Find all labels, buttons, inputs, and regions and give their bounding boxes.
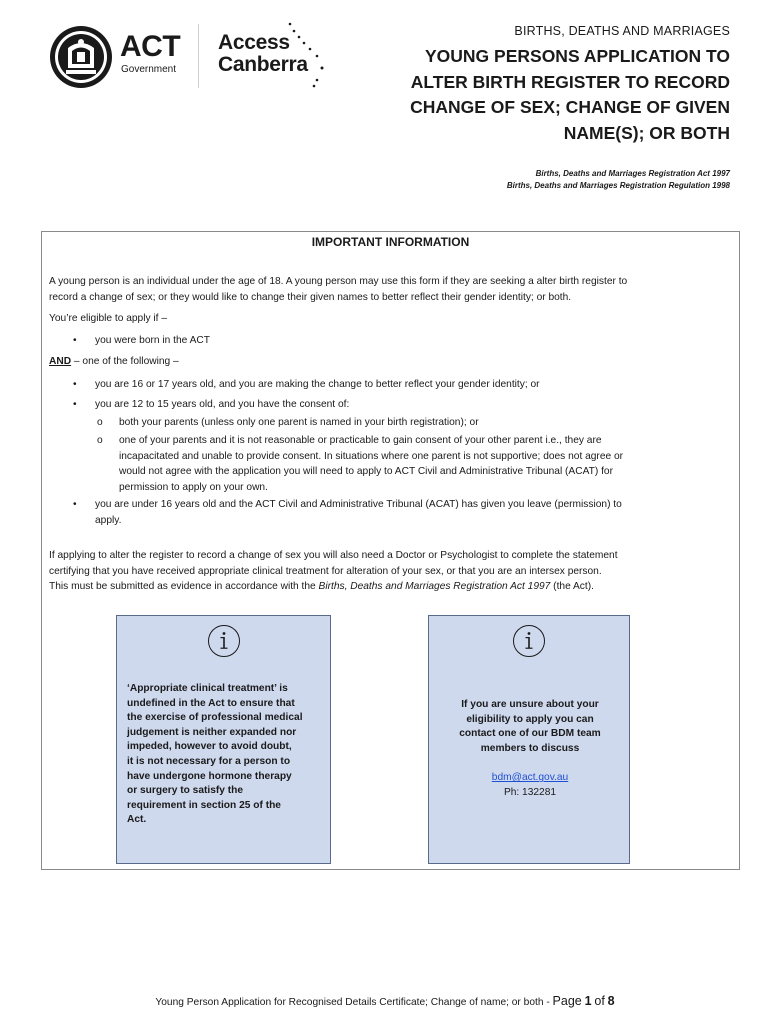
form-title [370, 44, 730, 146]
page-footer [0, 994, 770, 1008]
evidence-pre: This must be submitted as evidence in accordance with the [49, 581, 319, 592]
sub-text-line: one of your parents and it is not reasonable or practicable to gain consent of your other parent i.e., they are [119, 435, 602, 446]
footer-page-word: Page [552, 994, 582, 1008]
callout-line: undefined in the Act to ensure that [127, 697, 295, 709]
sex-change-line: If applying to alter the register to record a change of sex you will also need a Doctor or Psychologist to complete the statement [49, 550, 618, 561]
callout-line: it is not necessary for a person to [127, 755, 291, 767]
sub-text-line: permission to apply on your own. [119, 481, 268, 493]
bullet-age-12-15 [73, 397, 715, 413]
sub-both-parents [97, 415, 719, 431]
callout-line: or surgery to satisfy the [127, 785, 244, 797]
bullet-dot: • [73, 379, 77, 390]
bullet-age-16-17 [73, 377, 715, 393]
and-line [49, 354, 734, 370]
footer-of-word: of [594, 994, 605, 1008]
sub-text: both your parents (unless only one parent is named in your birth registration); or [119, 417, 479, 428]
intro-line: A young person is an individual under the age of 18. A young person may use this form if they are seeking a alter birth register to [49, 276, 628, 287]
sub-one-parent [97, 433, 719, 495]
sex-change-line: certifying that you have received appropriate clinical treatment for alteration of your sex, or that you are an intersex person. [49, 565, 602, 577]
bullet-dot: • [73, 335, 77, 346]
document-header [370, 24, 730, 146]
sex-change-paragraph [49, 548, 734, 595]
callout-line: impeded, however to avoid doubt, [127, 741, 292, 753]
and-rest: – one of the following – [71, 356, 179, 367]
evidence-post: (the Act). [550, 581, 594, 592]
callout-line: contact one of our BDM team [459, 728, 601, 740]
bullet-dot: • [73, 399, 77, 410]
form-title-line: NAME(S); OR BOTH [563, 122, 730, 143]
callout-line: If you are unsure about your [461, 699, 599, 710]
footer-page-number: 1 [584, 994, 592, 1008]
sub-text-line: incapacitated and unable to provide consent. In situations where one parent is not supportive; does not agree or [119, 450, 624, 462]
bullet-dot: • [73, 499, 77, 510]
footer-page-total: 8 [607, 994, 615, 1008]
intro-line: record a change of sex; or they would like to change their given names to better reflect their gender identity; or both. [49, 291, 572, 303]
bullet-text-line: you are under 16 years old and the ACT Civil and Administrative Tribunal (ACAT) has given you leave (permission) to [95, 499, 622, 510]
sub-bullet-circle: o [97, 417, 103, 428]
footer-text: Young Person Application for Recognised Details Certificate; Change of name; or both - [155, 997, 553, 1008]
important-information-box [41, 231, 740, 870]
callout-line: the exercise of professional medical [127, 712, 303, 724]
act-crest-icon [48, 24, 114, 90]
info-icon [512, 624, 546, 658]
bdm-email-link[interactable]: bdm@act.gov.au [491, 772, 569, 784]
and-word: AND [49, 356, 72, 367]
callout-line: ‘Appropriate clinical treatment’ is [127, 683, 288, 694]
callout-line: judgement is neither expanded nor [127, 726, 297, 738]
canberra-wordmark: Canberra [218, 53, 308, 76]
intro-paragraph [49, 274, 734, 305]
clinical-treatment-callout [116, 615, 331, 864]
clinical-treatment-text [127, 682, 327, 828]
eligibility-contact-callout [428, 615, 630, 864]
eligibility-intro: You’re eligible to apply if – [49, 313, 167, 324]
access-wordmark: Access [218, 31, 290, 54]
bullet-text-line: apply. [95, 514, 122, 526]
callout-line: eligibility to apply you can [466, 713, 594, 725]
eligibility-contact-text [429, 698, 631, 801]
info-heading: IMPORTANT INFORMATION [311, 235, 470, 249]
form-title-line: ALTER BIRTH REGISTER TO RECORD [410, 71, 730, 92]
callout-line: requirement in section 25 of the [127, 799, 281, 811]
bullet-text: you are 12 to 15 years old, and you have the consent of: [95, 399, 350, 410]
evidence-act-title: Births, Deaths and Marriages Registration Act 1997 [318, 581, 551, 592]
form-title-line: YOUNG PERSONS APPLICATION TO [425, 46, 730, 66]
info-icon [207, 624, 241, 658]
callout-line: Act. [127, 814, 147, 826]
form-title-line: CHANGE OF SEX; CHANGE OF GIVEN [410, 97, 730, 117]
bullet-under-16-acat [73, 497, 715, 528]
access-canberra-logo [218, 20, 338, 90]
evidence-line [49, 579, 734, 595]
logo-divider [198, 24, 199, 88]
callout-line: members to discuss [480, 742, 580, 754]
bullet-text: you are 16 or 17 years old, and you are making the change to better reflect your gender identity; or [95, 379, 540, 390]
bdm-phone-number: Ph: 132281 [503, 786, 557, 798]
department-name: BIRTHS, DEATHS AND MARRIAGES [514, 24, 730, 38]
legislation-regulation: Births, Deaths and Marriages Registration Regulation 1998 [506, 181, 730, 190]
callout-line: have undergone hormone therapy [127, 770, 292, 782]
bullet-born-act [73, 333, 715, 349]
legislation-references [507, 168, 730, 192]
sub-text-line: would not agree with the application you will need to apply to ACT Civil and Administrative Tribunal (ACAT) for [119, 466, 613, 477]
sub-bullet-circle: o [97, 435, 103, 446]
act-government-logo [48, 22, 198, 92]
government-wordmark: Government [121, 64, 177, 75]
bullet-text: you were born in the ACT [95, 335, 210, 346]
act-wordmark: ACT [120, 30, 181, 63]
legislation-act: Births, Deaths and Marriages Registration Act 1997 [535, 169, 730, 178]
